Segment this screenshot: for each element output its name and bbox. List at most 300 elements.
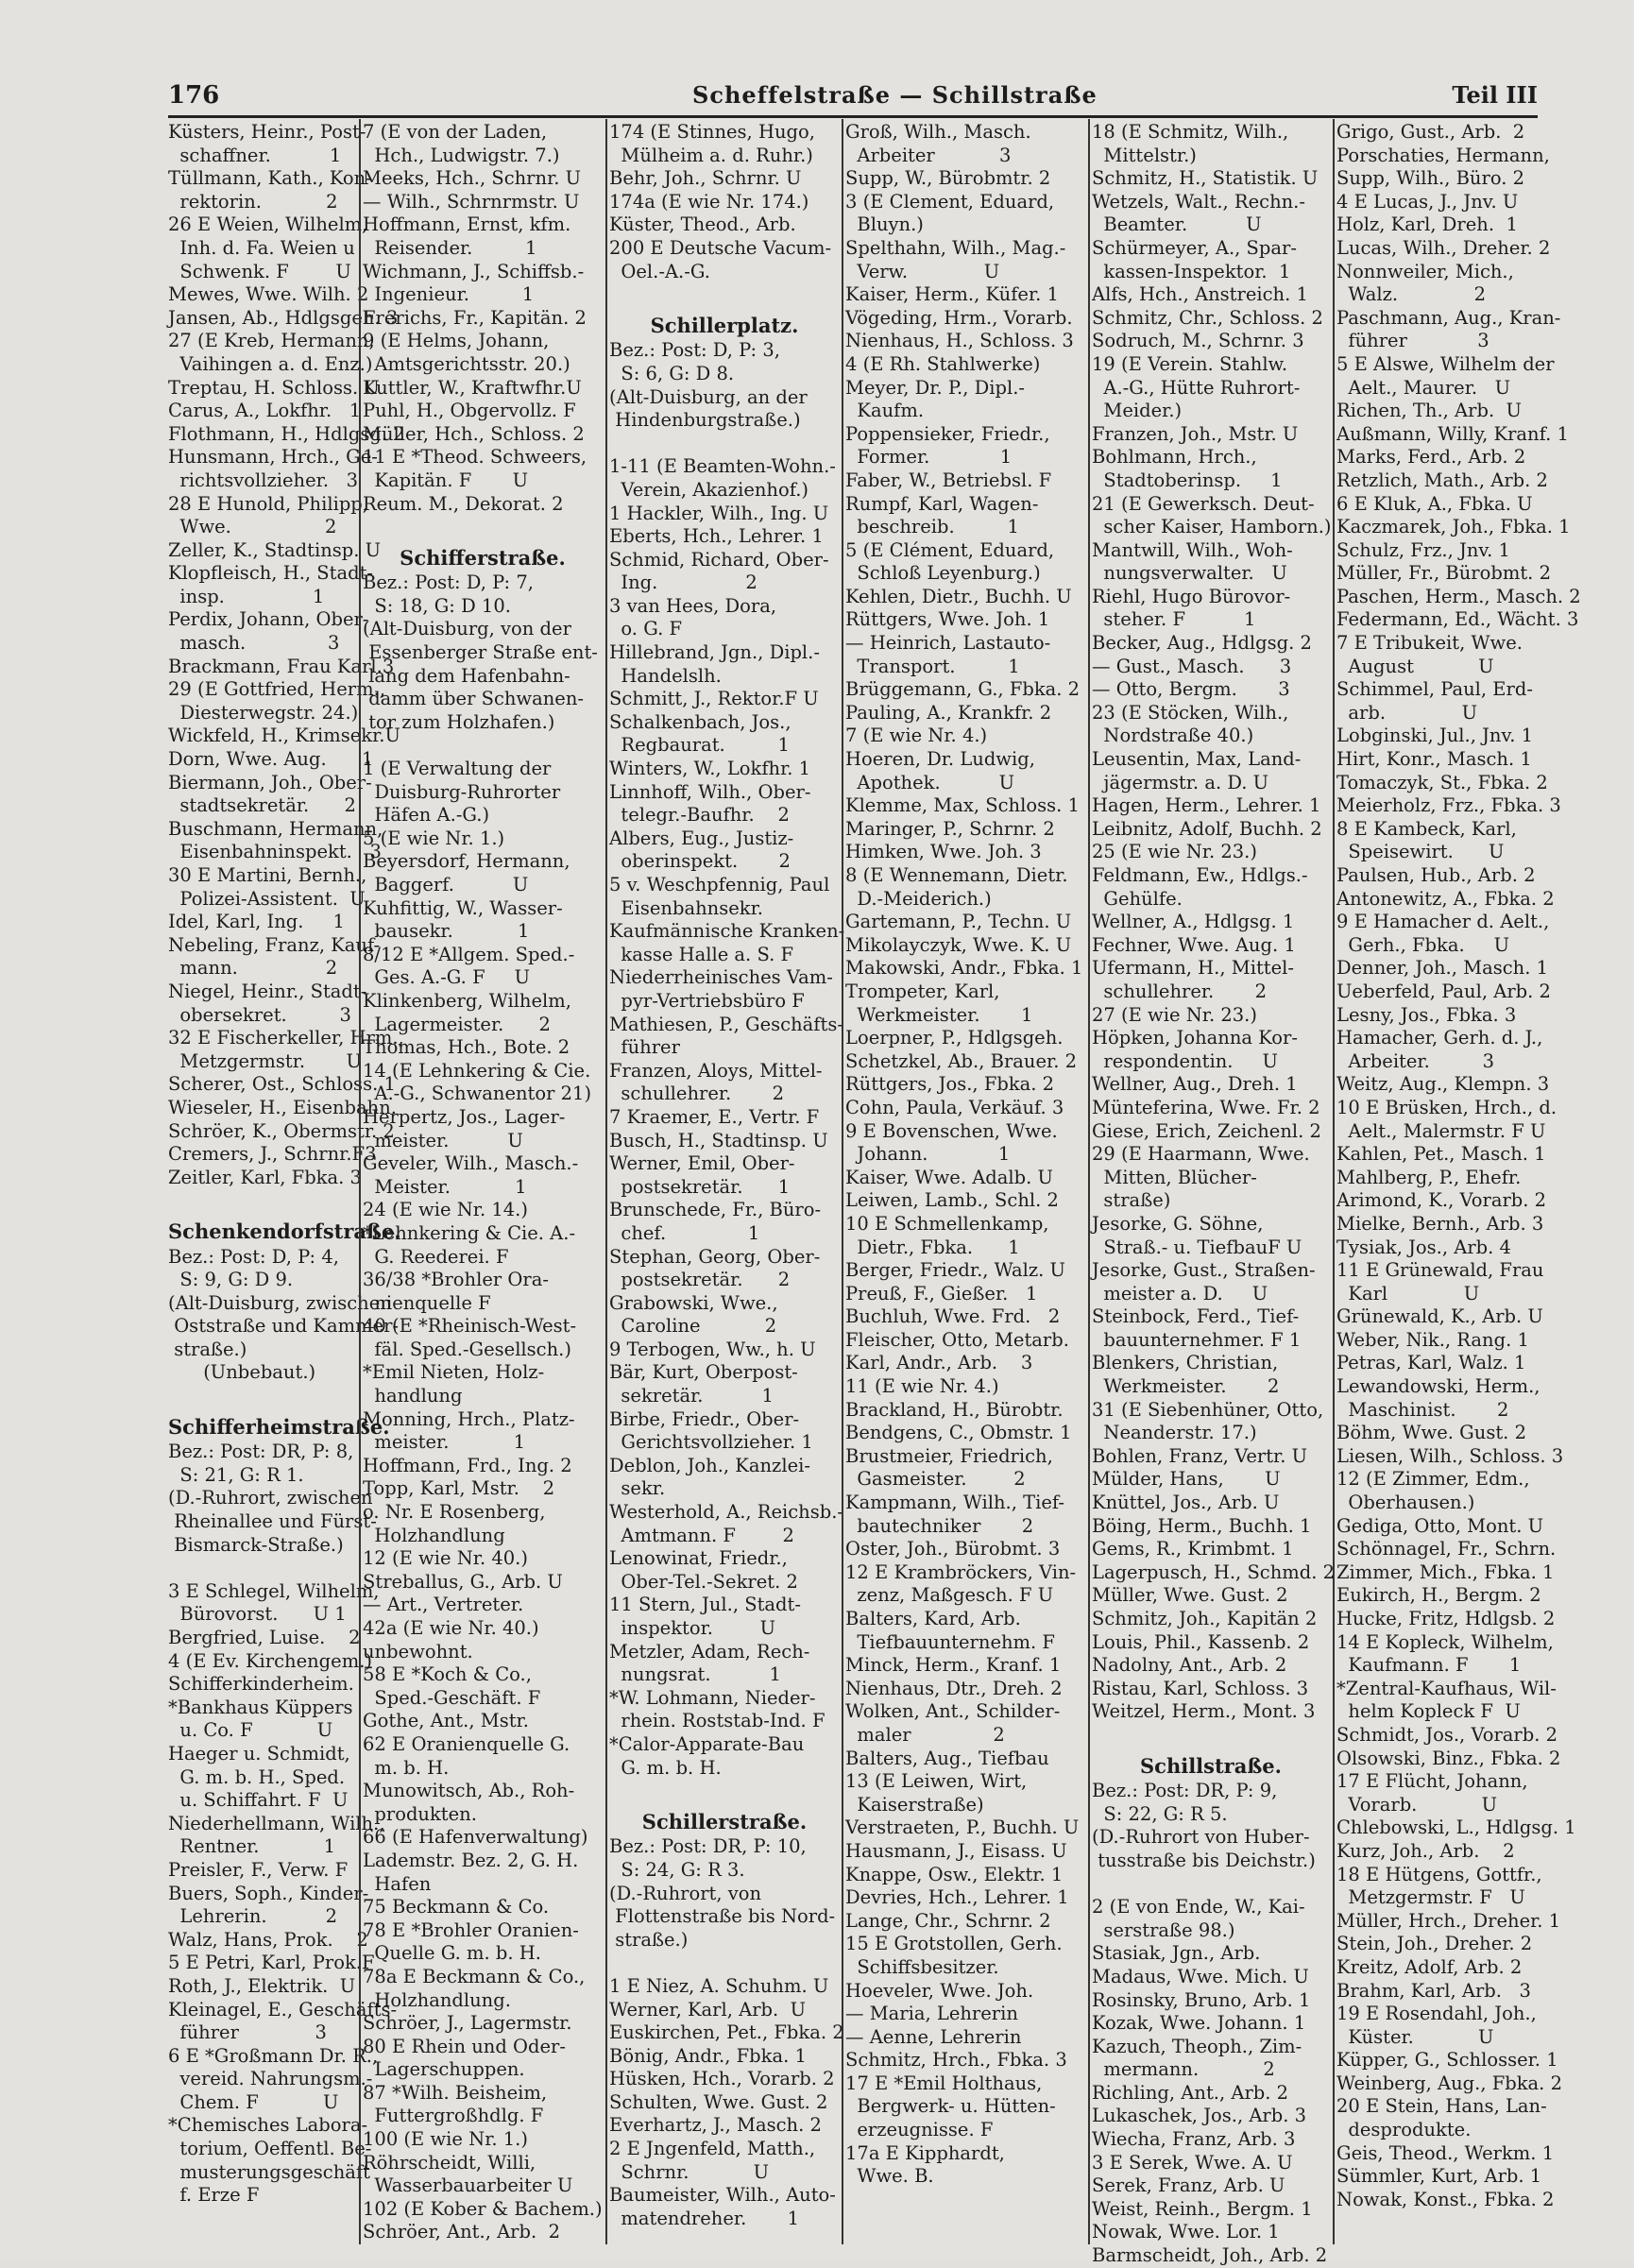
directory-entry: 87 *Wilh. Beisheim,	[363, 2081, 548, 2104]
directory-entry: Nienhaus, H., Schloss. 3	[845, 330, 1074, 352]
directory-entry: Hoeren, Dr. Ludwig,	[845, 748, 1035, 771]
directory-entry: Schimmel, Paul, Erd-	[1336, 678, 1533, 701]
directory-entry: Antonewitz, A., Fbka. 2	[1336, 887, 1555, 910]
directory-entry: Schulten, Wwe. Gust. 2	[609, 2090, 828, 2113]
directory-entry: mermann. 2	[1092, 2058, 1275, 2081]
directory-entry: Bez.: Post: DR, P: 10,	[609, 1835, 807, 1858]
directory-entry: Buschmann, Hermann,	[168, 817, 383, 840]
directory-entry: S: 9, G: D 9.	[168, 1269, 294, 1291]
directory-entry: 200 E Deutsche Vacum-	[609, 236, 832, 259]
directory-entry: Schröer, J., Lagermstr.	[363, 2012, 572, 2035]
directory-entry: — Gust., Masch. 3	[1092, 655, 1292, 677]
directory-entry: Beamter. U	[1092, 213, 1262, 236]
directory-entry: S: 6, G: D 8.	[609, 362, 735, 384]
directory-entry: unbewohnt.	[363, 1640, 473, 1663]
directory-entry: 23 (E Stöcken, Wilh.,	[1092, 701, 1289, 724]
directory-entry: Dietr., Fbka. 1	[845, 1236, 1020, 1258]
directory-entry: Klopfleisch, H., Stadt-	[168, 562, 374, 585]
directory-entry: *W. Lohmann, Nieder-	[609, 1686, 816, 1709]
directory-entry: Sodruch, M., Schrnr. 3	[1092, 330, 1304, 352]
directory-entry: Bergfried, Luise. 2	[168, 1627, 361, 1648]
directory-entry: torium, Oeffentl. Be-	[168, 2138, 372, 2160]
directory-entry: Meider.)	[1092, 400, 1183, 422]
directory-entry: damm über Schwanen-	[363, 688, 584, 710]
directory-entry: Müller, Hrch., Dreher. 1	[1336, 1909, 1561, 1932]
directory-entry: Hirt, Konr., Masch. 1	[1336, 748, 1532, 771]
directory-entry: Kurz, Joh., Arb. 2	[1336, 1839, 1515, 1862]
directory-entry: Maschinist. 2	[1336, 1398, 1509, 1421]
directory-entry: Schmitz, Hrch., Fbka. 3	[845, 2049, 1067, 2072]
directory-entry: Lewandowski, Herm.,	[1336, 1375, 1540, 1398]
directory-entry: 3 E Schlegel, Wilhelm,	[168, 1579, 380, 1602]
directory-entry: Maringer, P., Schrnr. 2	[845, 817, 1055, 840]
directory-entry: Marks, Ferd., Arb. 2	[1336, 446, 1526, 469]
directory-entry: Kaufmann. F 1	[1336, 1654, 1522, 1677]
directory-entry: Bez.: Post: D, P: 3,	[609, 339, 780, 362]
directory-entry: Gehülfe.	[1092, 887, 1183, 910]
directory-entry: Poppensieker, Friedr.,	[845, 422, 1050, 445]
directory-entry: Stasiak, Jgn., Arb.	[1092, 1942, 1261, 1965]
directory-entry: Kehlen, Dietr., Buchh. U	[845, 585, 1072, 607]
directory-entry: Schürmeyer, A., Spar-	[1092, 236, 1297, 259]
directory-entry: Olsowski, Binz., Fbka. 2	[1336, 1747, 1561, 1769]
directory-entry: Blenkers, Christian,	[1092, 1352, 1279, 1374]
directory-entry: 25 (E wie Nr. 23.)	[1092, 841, 1257, 863]
directory-entry: Nordstraße 40.)	[1092, 725, 1254, 747]
header-rule	[168, 115, 1538, 118]
directory-entry: 10 E Brüsken, Hrch., d.	[1336, 1096, 1557, 1118]
directory-entry: Schalkenbach, Jos.,	[609, 710, 791, 733]
directory-entry: Schmidt, Jos., Vorarb. 2	[1336, 1723, 1558, 1746]
directory-entry: 4 (E Ev. Kirchengem.)	[168, 1649, 373, 1672]
column-divider	[842, 119, 843, 2244]
directory-entry: Niederhellmann, Wilh.,	[168, 1812, 385, 1834]
directory-entry: Topp, Karl, Mstr. 2	[363, 1477, 555, 1500]
directory-entry: Bez.: Post: D, P: 7,	[363, 571, 534, 594]
directory-entry: Arbeiter 3	[845, 144, 1012, 166]
directory-entry: Ueberfeld, Paul, Arb. 2	[1336, 980, 1551, 1002]
directory-entry: Metzgermstr. F U	[1336, 1886, 1525, 1909]
directory-entry: Haeger u. Schmidt,	[168, 1742, 350, 1765]
directory-entry: Müller, Fr., Bürobmt. 2	[1336, 562, 1551, 585]
directory-entry: Mülheim a. d. Ruhr.)	[609, 144, 813, 166]
directory-entry: Bluyn.)	[845, 213, 924, 236]
directory-entry: Böhm, Wwe. Gust. 2	[1336, 1422, 1526, 1444]
directory-entry: Kaiser, Herm., Küfer. 1	[845, 283, 1059, 306]
directory-entry: bauunternehmer. F 1	[1092, 1328, 1302, 1351]
directory-entry: Außmann, Willy, Kranf. 1	[1336, 422, 1569, 445]
directory-entry: beschreib. 1	[845, 516, 1019, 538]
directory-entry: Everhartz, J., Masch. 2	[609, 2114, 822, 2137]
directory-entry: chef. 1	[609, 1221, 760, 1244]
directory-entry: 11 E Grünewald, Frau	[1336, 1259, 1544, 1282]
directory-entry: 17a E Kipphardt,	[845, 2141, 1005, 2164]
directory-entry: 27 (E wie Nr. 23.)	[1092, 1003, 1257, 1026]
directory-entry: — Art., Vertreter.	[363, 1594, 524, 1616]
directory-entry: Meeks, Hch., Schrnr. U	[363, 167, 582, 190]
directory-entry: Winters, W., Lokfhr. 1	[609, 758, 811, 780]
directory-entry: Albers, Eug., Justiz-	[609, 827, 794, 849]
directory-entry: 5 (E wie Nr. 1.)	[363, 827, 505, 849]
directory-entry: richtsvollzieher. 3	[168, 469, 359, 491]
directory-entry: Walz. 2	[1336, 283, 1487, 306]
directory-entry: (D.-Ruhrort, von	[609, 1882, 762, 1904]
directory-entry: Wichmann, J., Schiffsb.-	[363, 260, 585, 282]
directory-entry	[363, 734, 603, 758]
directory-entry: Mahlberg, P., Ehefr.	[1336, 1166, 1522, 1188]
directory-entry: 9 E Hamacher d. Aelt.,	[1336, 911, 1550, 933]
directory-entry: u. Schiffahrt. F U	[168, 1789, 349, 1812]
directory-entry: 36/38 *Brohler Ora-	[363, 1269, 549, 1291]
directory-entry: kassen-Inspektor. 1	[1092, 260, 1291, 282]
directory-entry: Lademstr. Bez. 2, G. H.	[363, 1849, 579, 1871]
directory-entry: Schulz, Frz., Jnv. 1	[1336, 538, 1510, 561]
directory-entry: Treptau, H. Schloss. U	[168, 376, 380, 399]
directory-entry: Mülder, Hans, U	[1092, 1468, 1281, 1491]
directory-entry: Mittelstr.)	[1092, 144, 1197, 166]
directory-entry: Flothmann, H., Hdlgsg. 2	[168, 422, 405, 445]
directory-entry: 6 E Kluk, A., Fbka. U	[1336, 492, 1533, 515]
directory-entry: (Alt-Duisburg, an der	[609, 385, 808, 408]
directory-entry: Rüttgers, Jos., Fbka. 2	[845, 1073, 1055, 1096]
directory-entry: maler 2	[845, 1723, 1005, 1746]
directory-entry: D.-Meiderich.)	[845, 887, 992, 910]
directory-entry: tor zum Holzhafen.)	[363, 710, 555, 733]
directory-entry: Werner, Emil, Ober-	[609, 1152, 795, 1175]
directory-entry: Kahlen, Pet., Masch. 1	[1336, 1143, 1546, 1166]
directory-entry: Caroline 2	[609, 1315, 777, 1338]
directory-entry: Ufermann, H., Mittel-	[1092, 957, 1294, 980]
directory-entry: Wolken, Ant., Schilder-	[845, 1700, 1061, 1723]
directory-entry: Hafen	[363, 1872, 432, 1895]
directory-entry: Stephan, Georg, Ober-	[609, 1245, 821, 1268]
directory-entry: Deblon, Joh., Kanzlei-	[609, 1454, 810, 1476]
directory-entry: 7 E Tribukeit, Wwe.	[1336, 632, 1523, 655]
directory-entry: 3 van Hees, Dora,	[609, 594, 777, 617]
directory-entry: Hausmann, J., Eisass. U	[845, 1839, 1067, 1862]
directory-entry: Kapitän. F U	[363, 469, 529, 491]
directory-entry: 29 (E Haarmann, Wwe.	[1092, 1143, 1310, 1166]
directory-entry: Kaiserstraße)	[845, 1793, 984, 1816]
directory-entry: Reum. M., Dekorat. 2	[363, 492, 564, 515]
directory-entry: Tysiak, Jos., Arb. 4	[1336, 1236, 1511, 1258]
directory-entry: nungsrat. 1	[609, 1663, 781, 1686]
directory-entry: Holzhandlung.	[363, 1988, 511, 2011]
directory-entry: Devries, Hch., Lehrer. 1	[845, 1886, 1069, 1909]
directory-entry: 100 (E wie Nr. 1.)	[363, 2128, 528, 2151]
directory-entry: desprodukte.	[1336, 2119, 1472, 2141]
directory-entry: Giese, Erich, Zeichenl. 2	[1092, 1119, 1321, 1142]
directory-entry: Hoffmann, Frd., Ing. 2	[363, 1454, 572, 1476]
directory-entry: Berger, Friedr., Walz. U	[845, 1259, 1065, 1282]
directory-entry: Futtergroßhdlg. F	[363, 2105, 544, 2127]
directory-entry: Chem. F U	[168, 2090, 339, 2113]
directory-entry: Höpken, Johanna Kor-	[1092, 1027, 1298, 1049]
directory-entry: 26 E Weien, Wilhelm,	[168, 213, 368, 236]
directory-entry: Idel, Karl, Ing. 1	[168, 911, 345, 933]
directory-entry: Ober-Tel.-Sekret. 2	[609, 1570, 798, 1593]
directory-entry: schaffner. 1	[168, 144, 342, 166]
directory-entry: Sped.-Geschäft. F	[363, 1686, 541, 1709]
directory-entry: Vögeding, Hrm., Vorarb.	[845, 306, 1073, 329]
directory-entry: 7 Kraemer, E., Vertr. F	[609, 1105, 820, 1128]
directory-entry: 11 E *Theod. Schweers,	[363, 446, 587, 469]
directory-entry: 75 Beckmann & Co.	[363, 1896, 550, 1918]
directory-entry: Scherer, Ost., Schloss. 1	[168, 1073, 396, 1096]
directory-entry: Hillebrand, Jgn., Dipl.-	[609, 641, 820, 664]
directory-entry: Lenowinat, Friedr.,	[609, 1547, 788, 1570]
directory-entry: 40 (E *Rheinisch-West-	[363, 1315, 577, 1338]
directory-entry: 2 (E von Ende, W., Kai-	[1092, 1896, 1305, 1918]
directory-entry: erzeugnisse. F	[845, 2119, 994, 2141]
directory-entry: Amtsgerichtsstr. 20.)	[363, 352, 570, 375]
directory-entry: 58 E *Koch & Co.,	[363, 1663, 532, 1686]
directory-entry: S: 24, G: R 3.	[609, 1858, 745, 1881]
directory-entry: *Chemisches Labora-	[168, 2114, 368, 2137]
directory-entry: Küster. U	[1336, 2025, 1494, 2048]
directory-entry: Ges. A.-G. F U	[363, 966, 531, 989]
directory-entry: 5 v. Weschpfennig, Paul	[609, 874, 830, 895]
directory-entry: Gediga, Otto, Mont. U	[1336, 1514, 1544, 1537]
directory-entry: bausekr. 1	[363, 920, 530, 943]
directory-entry: Preisler, F., Verw. F	[168, 1858, 349, 1881]
directory-entry: August U	[1336, 655, 1494, 677]
directory-entry: Wickfeld, H., Krimsekr.U	[168, 725, 400, 747]
directory-entry: 42a (E wie Nr. 40.)	[363, 1617, 539, 1639]
directory-entry: Oster, Joh., Bürobmt. 3	[845, 1538, 1061, 1560]
directory-entry: Speisewirt. U	[1336, 841, 1505, 863]
directory-entry: Streballus, G., Arb. U	[363, 1570, 563, 1593]
directory-entry: Bohlen, Franz, Vertr. U	[1092, 1444, 1308, 1467]
directory-entry: Pauling, A., Krankfr. 2	[845, 701, 1052, 724]
directory-entry: Stein, Joh., Dreher. 2	[1336, 1933, 1533, 1955]
directory-entry: Gothe, Ant., Mstr.	[363, 1710, 529, 1732]
directory-entry: Oel.-A.-G.	[609, 260, 710, 282]
directory-entry: Fleischer, Otto, Metarb.	[845, 1328, 1069, 1351]
directory-entry: Kaufmännische Kranken-	[609, 920, 845, 943]
directory-entry: pyr-Vertriebsbüro F	[609, 989, 805, 1012]
directory-entry: Verein, Akazienhof.)	[609, 478, 809, 501]
directory-entry: A.-G., Schwanentor 21)	[363, 1083, 592, 1105]
directory-entry: handlung	[363, 1385, 463, 1407]
directory-entry: zenz, Maßgesch. F U	[845, 1584, 1054, 1607]
directory-entry: Schmid, Richard, Ober-	[609, 548, 829, 571]
directory-entry: G. m. b. H., Sped.	[168, 1765, 346, 1788]
directory-entry: führer 3	[1336, 330, 1489, 352]
directory-entry: Essenberger Straße ent-	[363, 641, 598, 664]
directory-entry: schullehrer. 2	[1092, 980, 1268, 1002]
directory-entry: Baggerf. U	[363, 874, 529, 895]
directory-entry: Faber, W., Betriebsl. F	[845, 469, 1052, 491]
directory-entry: Tüllmann, Kath., Kon-	[168, 167, 372, 190]
directory-entry	[609, 1952, 840, 1975]
directory-entry: Knüttel, Jos., Arb. U	[1092, 1492, 1280, 1514]
directory-entry: Supp, Wilh., Büro. 2	[1336, 167, 1525, 190]
page-number: 176	[168, 81, 220, 110]
directory-entry: 1-11 (E Beamten-Wohn.-	[609, 455, 836, 478]
directory-entry: Loerpner, P., Hdlgsgeh.	[845, 1027, 1064, 1049]
directory-entry: serstraße 98.)	[1092, 1918, 1235, 1941]
column-divider	[605, 119, 607, 2244]
directory-entry: Jansen, Ab., Hdlgsgeh. 3	[168, 306, 399, 329]
directory-entry: *Emil Nieten, Holz-	[363, 1361, 545, 1384]
directory-entry: Hoeveler, Wwe. Joh.	[845, 1979, 1034, 2002]
directory-entry: Müller, Wwe. Gust. 2	[1092, 1584, 1288, 1607]
directory-entry: Schloß Leyenburg.)	[845, 562, 1041, 585]
directory-entry: 5 E Petri, Karl, Prok.F	[168, 1952, 375, 1974]
directory-entry: G. m. b. H.	[609, 1756, 722, 1779]
directory-entry: Trompeter, Karl,	[845, 980, 1000, 1002]
directory-entry: Schrnr. U	[609, 2160, 770, 2183]
directory-entry: Hindenburgstraße.)	[609, 409, 801, 432]
directory-entry: Johann. 1	[845, 1143, 1011, 1166]
directory-entry: Lange, Chr., Schrnr. 2	[845, 1909, 1051, 1932]
directory-entry: (D.-Ruhrort, zwischen	[168, 1487, 373, 1509]
directory-entry: Busch, H., Stadtinsp. U	[609, 1129, 828, 1151]
directory-entry: Münteferina, Wwe. Fr. 2	[1092, 1096, 1320, 1118]
directory-entry: Regbaurat. 1	[609, 734, 790, 757]
directory-entry: Wwe. B.	[845, 2165, 934, 2188]
directory-entry: 80 E Rhein und Oder-	[363, 2035, 566, 2057]
directory-entry: (Alt-Duisburg, von der	[363, 618, 571, 640]
directory-entry: straße.)	[609, 1928, 689, 1951]
directory-entry: Hucke, Fritz, Hdlgsb. 2	[1336, 1608, 1556, 1629]
directory-entry: Quelle G. m. b. H.	[363, 1942, 541, 1965]
directory-entry: Buers, Soph., Kinder-	[168, 1882, 369, 1904]
directory-entry: Biermann, Joh., Ober-	[168, 771, 372, 793]
directory-entry: Behr, Joh., Schrnr. U	[609, 167, 802, 190]
directory-entry: Brackmann, Frau Karl.3	[168, 655, 395, 677]
directory-entry: 6 E *Großmann Dr. R.,	[168, 2044, 379, 2067]
directory-entry: Karl U	[1336, 1282, 1480, 1305]
directory-entry: Himken, Wwe. Joh. 3	[845, 841, 1042, 863]
directory-entry: musterungsgeschäft	[168, 2160, 370, 2183]
directory-entry: Munowitsch, Ab., Roh-	[363, 1780, 575, 1802]
directory-entry: Tiefbauunternehm. F	[845, 1630, 1055, 1653]
directory-entry: 78a E Beckmann & Co.,	[363, 1965, 586, 1987]
directory-entry: Schmitt, J., Rektor.F U	[609, 688, 819, 710]
directory-entry: rhein. Roststab-Ind. F	[609, 1710, 826, 1732]
directory-entry: Wetzels, Walt., Rechn.-	[1092, 190, 1305, 213]
directory-entry: Leibnitz, Adolf, Buchh. 2	[1092, 817, 1322, 840]
directory-entry: Brüggemann, G., Fbka. 2	[845, 678, 1081, 701]
directory-entry: 4 E Lucas, J., Jnv. U	[1336, 190, 1519, 213]
directory-entry: Brackland, H., Bürobtr.	[845, 1398, 1064, 1421]
directory-entry: nienquelle F	[363, 1291, 491, 1314]
directory-entry: meister. 1	[363, 1431, 526, 1454]
directory-entry: Böing, Herm., Buchh. 1	[1092, 1514, 1312, 1537]
street-heading: Schifferheimstraße.	[168, 1414, 390, 1439]
directory-entry: Oberhausen.)	[1336, 1492, 1475, 1514]
directory-entry: Röhrscheidt, Willi,	[363, 2151, 536, 2174]
directory-entry: Werkmeister. 2	[1092, 1375, 1280, 1398]
directory-entry: 27 (E Kreb, Hermann,	[168, 330, 375, 352]
street-heading: Schillerstraße.	[641, 1809, 808, 1833]
directory-entry: Vaihingen a. d. Enz.)	[168, 352, 373, 375]
directory-entry: Gasmeister. 2	[845, 1468, 1026, 1491]
directory-entry: Kreitz, Adolf, Arb. 2	[1336, 1955, 1523, 1978]
directory-entry: 1 (E Verwaltung der	[363, 758, 552, 780]
directory-entry: straße)	[1092, 1189, 1171, 1212]
directory-entry: Spelthahn, Wilh., Mag.-	[845, 236, 1066, 259]
directory-entry: Werkmeister. 1	[845, 1003, 1033, 1026]
directory-entry: Kuttler, W., Kraftwfhr.U	[363, 376, 582, 399]
directory-entry: Grabowski, Wwe.,	[609, 1291, 778, 1314]
directory-entry: *Lehnkering & Cie. A.-	[363, 1221, 576, 1244]
directory-entry: Weist, Reinh., Bergm. 1	[1092, 2197, 1313, 2220]
directory-entry: Arimond, K., Vorarb. 2	[1336, 1189, 1547, 1212]
directory-entry: Paschen, Herm., Masch. 2	[1336, 585, 1581, 607]
directory-entry: Bismarck-Straße.)	[168, 1533, 344, 1556]
directory-entry: Jesorke, Gust., Straßen-	[1092, 1259, 1316, 1282]
directory-entry: Lobginski, Jul., Jnv. 1	[1336, 725, 1533, 747]
directory-entry: 30 E Martini, Bernh.,	[168, 864, 367, 886]
directory-entry: Brahm, Karl, Arb. 3	[1336, 1979, 1531, 2002]
directory-entry: — Aenne, Lehrerin	[845, 2025, 1022, 2048]
directory-entry: Wellner, Aug., Dreh. 1	[1092, 1073, 1298, 1096]
directory-entry: Leusentin, Max, Land-	[1092, 748, 1302, 771]
directory-entry: m. b. H.	[363, 1756, 450, 1779]
directory-entry: Grigo, Gust., Arb. 2	[1336, 121, 1525, 143]
directory-entry: Schönnagel, Fr., Schrn.	[1336, 1538, 1557, 1560]
directory-entry: Groß, Wilh., Masch.	[845, 121, 1031, 143]
directory-entry: scher Kaiser, Hamborn.)	[1092, 516, 1332, 538]
directory-entry: Niederrheinisches Vam-	[609, 966, 833, 989]
directory-entry	[168, 1385, 355, 1408]
directory-entry: 7 (E von der Laden,	[363, 121, 548, 143]
directory-entry: 19 (E Verein. Stahlw.	[1092, 352, 1288, 375]
directory-entry: 174 (E Stinnes, Hugo,	[609, 121, 815, 143]
directory-entry: Meierholz, Frz., Fbka. 3	[1336, 794, 1561, 817]
directory-entry: arb. U	[1336, 701, 1478, 724]
directory-entry: Beyersdorf, Hermann,	[363, 850, 570, 873]
directory-entry: Niegel, Heinr., Stadt-	[168, 980, 367, 1002]
directory-entry: (D.-Ruhrort von Huber-	[1092, 1826, 1310, 1849]
directory-entry: Herpertz, Jos., Lager-	[363, 1105, 566, 1128]
directory-entry: 12 (E Zimmer, Edm.,	[1336, 1468, 1530, 1491]
directory-entry: Klemme, Max, Schloss. 1	[845, 794, 1080, 817]
directory-entry: 14 (E Lehnkering & Cie.	[363, 1059, 591, 1082]
directory-entry: Verw. U	[845, 260, 1000, 282]
directory-entry: 3 E Serek, Wwe. A. U	[1092, 2151, 1293, 2174]
directory-entry: Mikolayczyk, Wwe. K. U	[845, 933, 1072, 956]
directory-entry: Kazuch, Theoph., Zim-	[1092, 2035, 1302, 2057]
directory-entry: Hch., Ludwigstr. 7.)	[363, 144, 560, 166]
directory-entry: Fechner, Wwe. Aug. 1	[1092, 933, 1296, 956]
directory-entry	[609, 283, 840, 307]
directory-entry: Cremers, J., Schrnr.F3	[168, 1143, 377, 1166]
directory-entry: Nonnweiler, Mich.,	[1336, 260, 1514, 282]
column-5	[1092, 121, 1336, 2267]
directory-entry: Bez.: Post: DR, P: 9,	[1092, 1780, 1278, 1802]
directory-entry: sekretär. 1	[609, 1385, 774, 1407]
directory-entry: (Unbebaut.)	[168, 1361, 316, 1384]
directory-entry: Brustmeier, Friedrich,	[845, 1444, 1053, 1467]
directory-entry	[609, 1780, 840, 1803]
directory-entry: Ing. 2	[609, 571, 757, 594]
directory-entry: Schmitz, Chr., Schloss. 2	[1092, 306, 1323, 329]
directory-entry	[168, 1557, 355, 1580]
directory-entry: Transport. 1	[845, 655, 1020, 677]
directory-entry: Buchluh, Wwe. Frd. 2	[845, 1305, 1061, 1328]
directory-entry: 66 (E Hafenverwaltung)	[363, 1826, 588, 1849]
column-divider	[1088, 119, 1090, 2244]
directory-entry: S: 18, G: D 10.	[363, 594, 511, 617]
directory-entry: Küpper, G., Schlosser. 1	[1336, 2049, 1558, 2072]
directory-entry: Knappe, Osw., Elektr. 1	[845, 1863, 1064, 1885]
directory-entry: masch. 3	[168, 632, 340, 655]
directory-entry: 9 Terbogen, Ww., h. U	[609, 1338, 816, 1360]
